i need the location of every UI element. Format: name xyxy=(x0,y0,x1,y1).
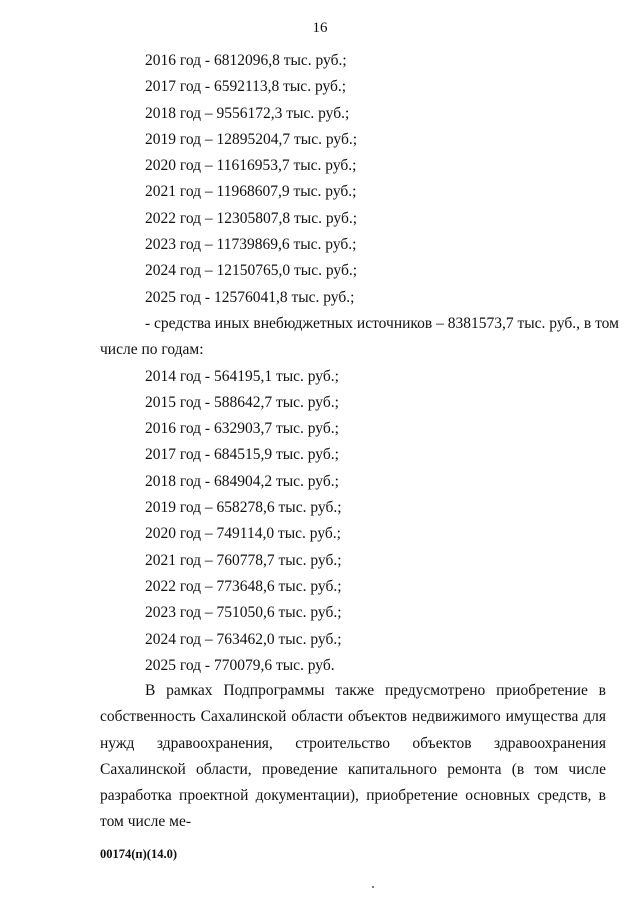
year-line: 2020 год – 749114,0 тыс. руб.; xyxy=(145,525,341,543)
year-line: 2022 год – 12305807,8 тыс. руб.; xyxy=(145,209,358,227)
body-paragraph: В рамках Подпрограммы также предусмотрено приобретение в собственность Сахалинской области объектов недвижимого имущества для нужд здравоохранения, строительство объектов здравоохранения Сахалинской области, проведение капитального ремонта (в том числе разработка проектной документации), приобретение основных средств, в том числе ме- xyxy=(100,682,606,831)
year-line: 2016 год - 632903,7 тыс. руб.; xyxy=(145,420,339,438)
year-line: 2015 год - 588642,7 тыс. руб.; xyxy=(145,393,339,411)
year-line: 2018 год – 9556172,3 тыс. руб.; xyxy=(145,104,350,122)
year-line: 2018 год - 684904,2 тыс. руб.; xyxy=(145,472,339,490)
extra-sources-line: - средства иных внебюджетных источников – 8381573,7 тыс. руб., в том xyxy=(145,314,619,332)
year-line: 2019 год – 12895204,7 тыс. руб.; xyxy=(145,130,358,148)
year-line: 2025 год - 770079,6 тыс. руб. xyxy=(145,656,335,674)
year-line: 2022 год – 773648,6 тыс. руб.; xyxy=(145,577,342,595)
year-line: 2017 год - 6592113,8 тыс. руб.; xyxy=(145,78,347,96)
year-line: 2016 год - 6812096,8 тыс. руб.; xyxy=(145,52,347,69)
year-line: 2021 год – 760778,7 тыс. руб.; xyxy=(145,551,342,569)
scan-speck xyxy=(372,886,374,888)
document-code: 00174(п)(14.0) xyxy=(100,847,177,861)
year-line: 2025 год - 12576041,8 тыс. руб.; xyxy=(145,288,355,306)
year-line: 2017 год - 684515,9 тыс. руб.; xyxy=(145,446,339,464)
year-line: 2023 год – 751050,6 тыс. руб.; xyxy=(145,604,342,622)
budget-lines xyxy=(0,48,640,679)
year-line: 2014 год - 564195,1 тыс. руб.; xyxy=(145,367,339,385)
year-line: 2019 год – 658278,6 тыс. руб.; xyxy=(145,499,342,517)
year-line: 2023 год – 11739869,6 тыс. руб.; xyxy=(145,236,357,254)
year-line: 2021 год – 11968607,9 тыс. руб.; xyxy=(145,183,357,201)
year-line: 2020 год – 11616953,7 тыс. руб.; xyxy=(145,157,357,175)
extra-sources-continuation: числе по годам: xyxy=(100,341,204,359)
page-number: 16 xyxy=(312,20,328,36)
year-line: 2024 год – 12150765,0 тыс. руб.; xyxy=(145,262,358,280)
year-line: 2024 год – 763462,0 тыс. руб.; xyxy=(145,630,342,648)
